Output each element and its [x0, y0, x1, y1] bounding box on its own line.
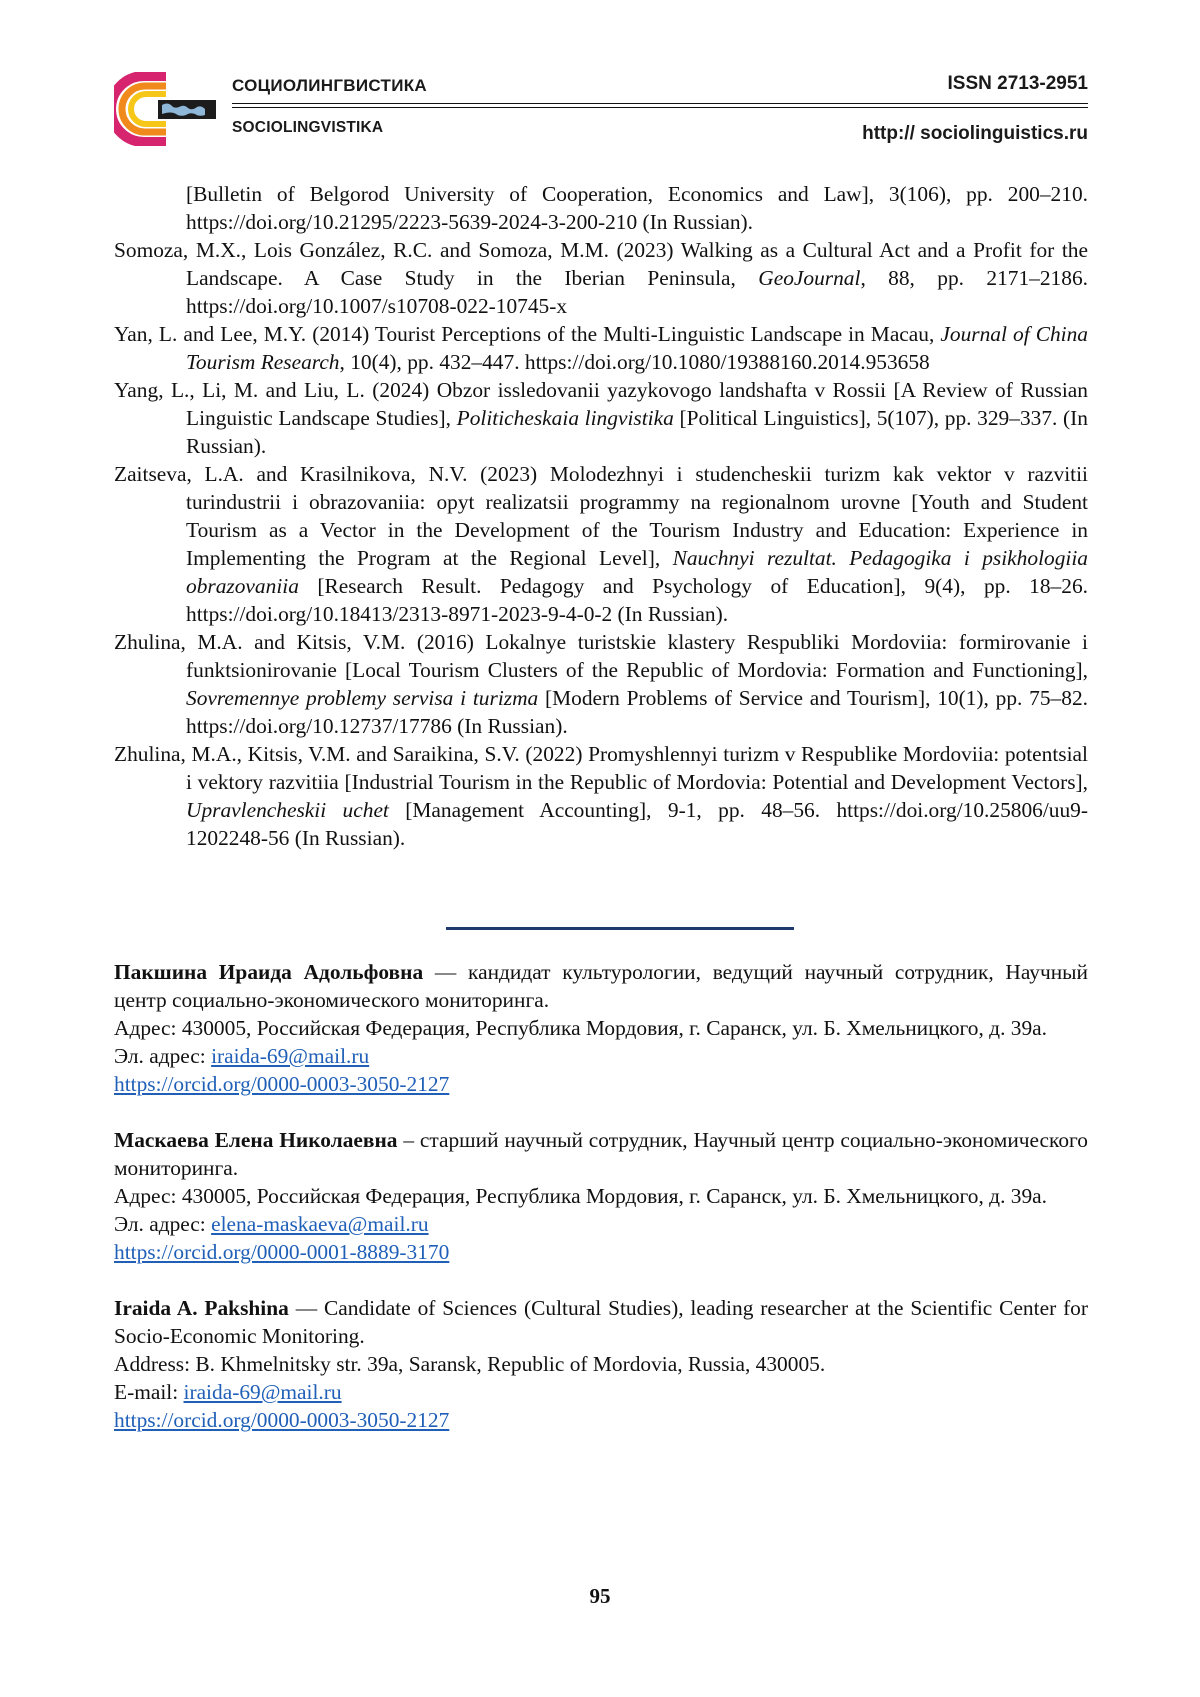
reference-text: [Modern Problems of Service and Tourism], 10(1), pp. 75–82. https://doi.org/10.12737/17786 (In Russian). — [186, 686, 1088, 738]
author-address: Адрес: 430005, Российская Федерация, Республика Мордовия, г. Саранск, ул. Б. Хмельницкого, д. 39а. — [114, 1184, 1047, 1208]
reference-journal: Politicheskaia lingvistika — [456, 406, 674, 430]
author-info-section — [114, 958, 1088, 1462]
email-label: Эл. адрес: — [114, 1212, 212, 1236]
reference-entry — [114, 460, 1088, 628]
orcid-link[interactable]: https://orcid.org/0000-0003-3050-2127 — [114, 1072, 450, 1096]
reference-text: Zhulina, M.A., Kitsis, V.M. and Saraikina, S.V. (2022) Promyshlennyi turizm v Respublike Mordoviia: potentsial i vektory razvitiia [Industrial Tourism in the Republic of Mordovia: Potential and Development Vectors], — [114, 742, 1088, 794]
email-label: E-mail: — [114, 1380, 184, 1404]
reference-entry — [114, 320, 1088, 376]
reference-journal: GeoJournal — [758, 266, 861, 290]
reference-text: [Political Linguistics], 5(107), pp. 329–337. (In Russian). — [186, 406, 1088, 458]
author-orcid-line — [114, 1070, 1088, 1098]
reference-text: Somoza, M.X., Lois González, R.C. and Somoza, M.M. (2023) Walking as a Cultural Act and a Profit for the Landscape. A Case Study in the Iberian Peninsula, — [114, 238, 1088, 290]
author-block — [114, 1126, 1088, 1266]
author-orcid-line — [114, 1238, 1088, 1266]
section-divider — [446, 927, 794, 930]
email-link[interactable]: iraida-69@mail.ru — [211, 1044, 370, 1068]
reference-journal: Nauchnyi rezultat. Pedagogika i psikhologiia obrazovaniia — [186, 546, 1088, 598]
reference-entry — [114, 180, 1088, 236]
journal-title-en: SOCIOLINGVISTIKA — [232, 119, 384, 136]
author-position: — кандидат культурологии, ведущий научный сотрудник, Научный центр социально-экономического мониторинга. — [114, 960, 1088, 1012]
references-list — [114, 180, 1088, 852]
reference-text: [Research Result. Pedagogy and Psychology of Education], 9(4), pp. 18–26. https://doi.org/10.18413/2313-8971-2023-9-4-0-2 (In Russian). — [186, 574, 1088, 626]
email-label: Эл. адрес: — [114, 1044, 212, 1068]
reference-entry — [114, 376, 1088, 460]
author-email-line — [114, 1378, 1088, 1406]
reference-text: [Management Accounting], 9-1, pp. 48–56. https://doi.org/10.25806/uu9-1202248-56 (In Russian). — [186, 798, 1088, 850]
reference-entry — [114, 740, 1088, 852]
author-address: Адрес: 430005, Российская Федерация, Республика Мордовия, г. Саранск, ул. Б. Хмельницкого, д. 39а. — [114, 1016, 1047, 1040]
reference-text: Yang, L., Li, M. and Liu, L. (2024) Obzor issledovanii yazykovogo landshafta v Rossii [A Review of Russian Linguistic Landscape Studies], — [114, 378, 1088, 430]
author-block — [114, 958, 1088, 1098]
reference-entry — [114, 236, 1088, 320]
reference-text: , 88, pp. 2171–2186. https://doi.org/10.1007/s10708-022-10745-x — [186, 266, 1088, 318]
reference-text: Zaitseva, L.A. and Krasilnikova, N.V. (2023) Molodezhnyi i studencheskii turizm kak vektor v razvitii turindustrii i obrazovaniia: opyt realizatsii programmy na regionalnom urovne [Youth and Student Tourism as a Vector in the Development of the Tourism Industry and Education: Experience in Implementing the Program at the Regional Level], — [114, 462, 1088, 570]
author-description — [114, 958, 1088, 1014]
issn-label: ISSN 2713-2951 — [947, 73, 1088, 94]
author-email-line — [114, 1210, 1088, 1238]
author-position: — Candidate of Sciences (Cultural Studies), leading researcher at the Scientific Center for Socio-Economic Monitoring. — [114, 1296, 1089, 1348]
author-description — [114, 1126, 1088, 1182]
journal-website-link[interactable]: http:// sociolinguistics.ru — [862, 123, 1088, 144]
reference-journal: Sovremennye problemy servisa i turizma — [186, 686, 539, 710]
reference-journal: Journal of China Tourism Research — [186, 322, 1088, 374]
header-rule — [232, 103, 1088, 104]
journal-logo-icon — [114, 72, 216, 146]
author-name: Пакшина Ираида Адольфовна — [114, 960, 424, 984]
page-number: 95 — [589, 1584, 611, 1608]
author-address: Address: B. Khmelnitsky str. 39a, Saransk, Republic of Mordovia, Russia, 430005. — [114, 1352, 826, 1376]
reference-text: Yan, L. and Lee, M.Y. (2014) Tourist Perceptions of the Multi-Linguistic Landscape in Macau, — [114, 322, 941, 346]
journal-title-ru: СОЦИОЛИНГВИСТИКА — [232, 76, 427, 95]
author-description — [114, 1294, 1088, 1350]
orcid-link[interactable]: https://orcid.org/0000-0001-8889-3170 — [114, 1240, 450, 1264]
email-link[interactable]: elena-maskaeva@mail.ru — [211, 1212, 429, 1236]
author-orcid-line — [114, 1406, 1088, 1434]
orcid-link[interactable]: https://orcid.org/0000-0003-3050-2127 — [114, 1408, 450, 1432]
reference-journal: Upravlencheskii uchet — [186, 798, 389, 822]
header-rule — [232, 107, 1088, 108]
author-position: – старший научный сотрудник, Научный центр социально-экономического мониторинга. — [114, 1128, 1088, 1180]
author-name: Iraida A. Pakshina — [114, 1296, 289, 1320]
reference-text: , 10(4), pp. 432–447. https://doi.org/10.1080/19388160.2014.953658 — [339, 350, 930, 374]
reference-entry — [114, 628, 1088, 740]
author-block — [114, 1294, 1088, 1434]
reference-text: [Bulletin of Belgorod University of Cooperation, Economics and Law], 3(106), pp. 200–210. https://doi.org/10.21295/2223-5639-2024-3-200-210 (In Russian). — [186, 182, 1088, 234]
author-name: Маскаева Елена Николаевна — [114, 1128, 398, 1152]
author-email-line — [114, 1042, 1088, 1070]
reference-text: Zhulina, M.A. and Kitsis, V.M. (2016) Lokalnye turistskie klastery Respubliki Mordoviia: formirovanie i funktsionirovanie [Local Tourism Clusters of the Republic of Mordovia: Formation and Functioning], — [114, 630, 1088, 682]
email-link[interactable]: iraida-69@mail.ru — [183, 1380, 342, 1404]
